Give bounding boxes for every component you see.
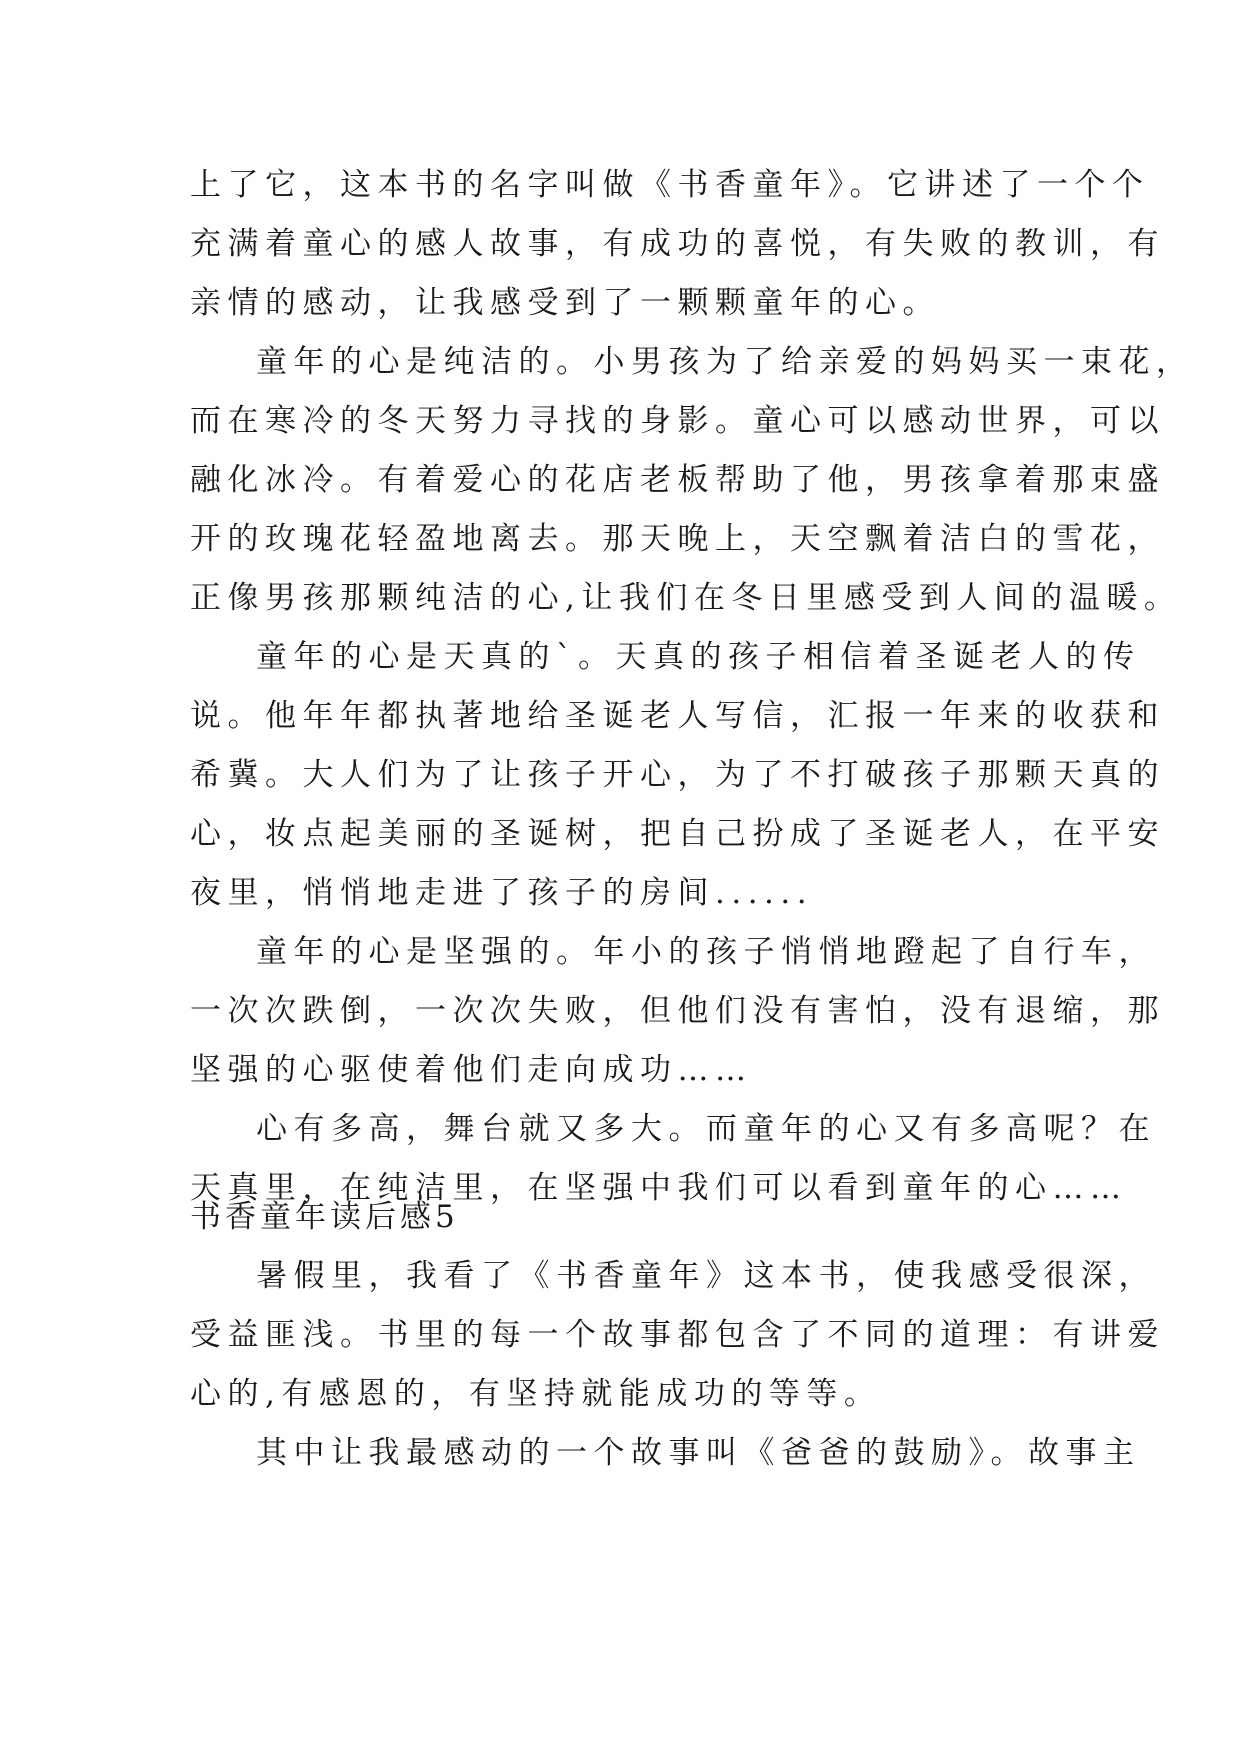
paragraph-line: 受益匪浅。书里的每一个故事都包含了不同的道理：有讲爱 <box>190 1317 1165 1353</box>
paragraph-line: 童年的心是坚强的。年小的孩子悄悄地蹬起了自行车， <box>256 934 1156 970</box>
paragraph-line: 而在寒冷的冬天努力寻找的身影。童心可以感动世界，可以 <box>190 403 1165 439</box>
section-2-heading: 书香童年读后感5 <box>190 1199 459 1235</box>
paragraph-line: 童年的心是天真的`。天真的孩子相信着圣诞老人的传 <box>256 639 1141 675</box>
paragraph-line: 充满着童心的感人故事，有成功的喜悦，有失败的教训，有 <box>190 226 1165 262</box>
paragraph-line: 正像男孩那颗纯洁的心,让我们在冬日里感受到人间的温暖。 <box>190 580 1182 616</box>
paragraph-line: 天真里，在纯洁里，在坚强中我们可以看到童年的心…… <box>190 1170 1128 1206</box>
paragraph-line: 希冀。大人们为了让孩子开心，为了不打破孩子那颗天真的 <box>190 757 1165 793</box>
paragraph-line: 心有多高，舞台就又多大。而童年的心又有多高呢？在 <box>256 1111 1156 1147</box>
section-1-text <box>190 156 1194 1218</box>
paragraph-line: 一次次跌倒，一次次失败，但他们没有害怕，没有退缩，那 <box>190 993 1165 1029</box>
paragraph-line: 上了它，这本书的名字叫做《书香童年》。它讲述了一个个 <box>190 167 1150 203</box>
paragraph-line: 其中让我最感动的一个故事叫《爸爸的鼓励》。故事主 <box>256 1435 1141 1471</box>
paragraph-line: 童年的心是纯洁的。小男孩为了给亲爱的妈妈买一束花， <box>256 344 1194 380</box>
paragraph-line: 暑假里，我看了《书香童年》这本书，使我感受很深， <box>256 1258 1156 1294</box>
section-2-text <box>190 1247 1165 1483</box>
paragraph-line: 融化冰冷。有着爱心的花店老板帮助了他，男孩拿着那束盛 <box>190 462 1165 498</box>
paragraph-line: 夜里，悄悄地走进了孩子的房间...... <box>190 875 814 911</box>
paragraph-line: 心，妆点起美丽的圣诞树，把自己扮成了圣诞老人，在平安 <box>190 816 1165 852</box>
paragraph-line: 心的,有感恩的，有坚持就能成功的等等。 <box>190 1376 882 1412</box>
paragraph-line: 坚强的心驱使着他们走向成功…… <box>190 1052 753 1088</box>
paragraph-line: 开的玫瑰花轻盈地离去。那天晚上，天空飘着洁白的雪花， <box>190 521 1165 557</box>
paragraph-line: 说。他年年都执著地给圣诞老人写信，汇报一年来的收获和 <box>190 698 1165 734</box>
paragraph-line: 亲情的感动，让我感受到了一颗颗童年的心。 <box>190 285 940 321</box>
